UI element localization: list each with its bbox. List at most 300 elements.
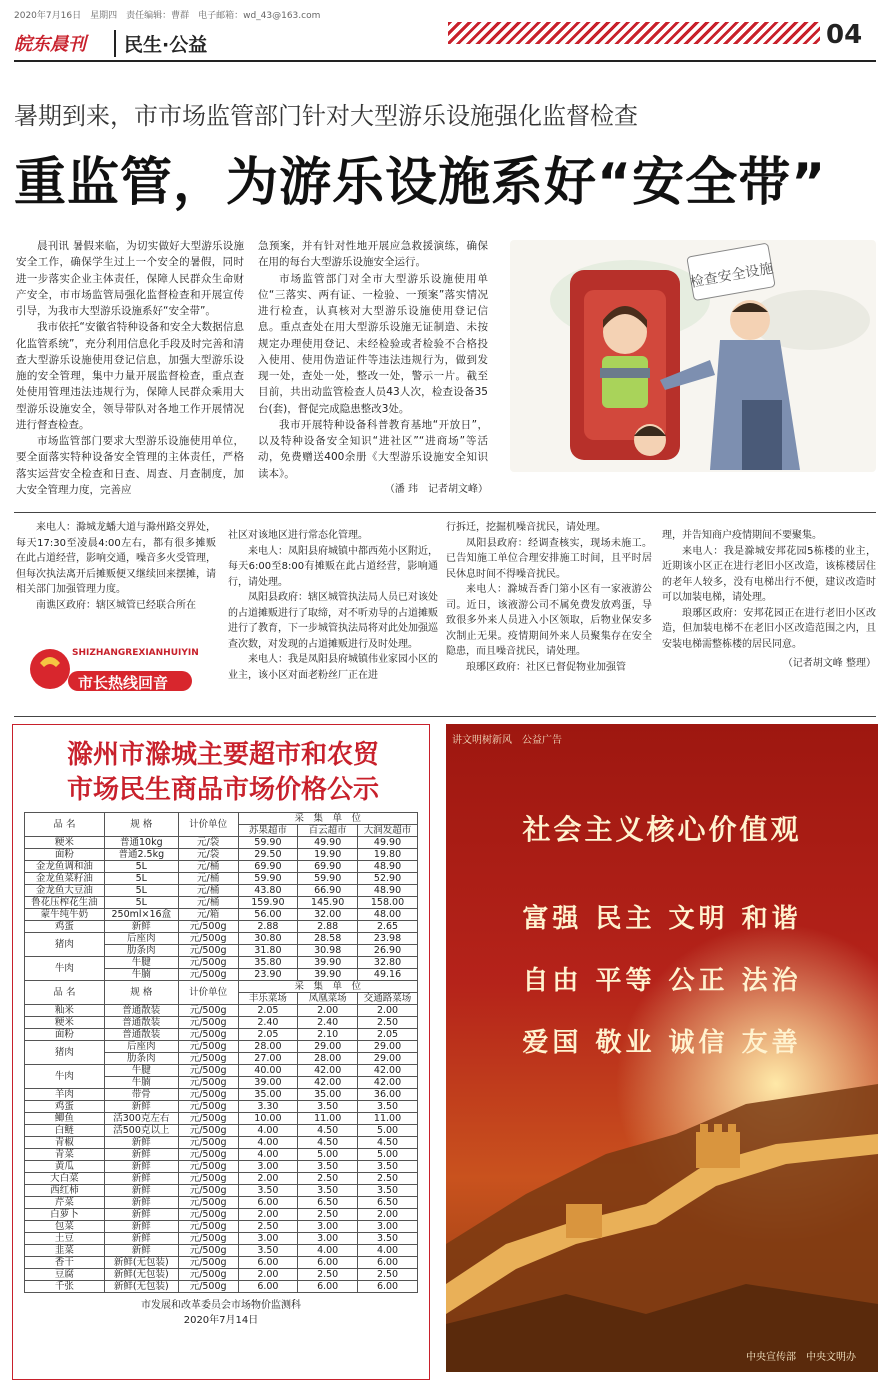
table-cell: 包菜 [25, 1221, 105, 1233]
table-cell: 49.90 [298, 837, 358, 849]
table-cell: 3.50 [358, 1101, 418, 1113]
table-cell: 2.88 [238, 921, 298, 933]
table-cell: 新鲜 [104, 1161, 178, 1173]
ad-caption: 讲文明树新风 公益广告 [452, 735, 562, 746]
table-cell: 2.50 [358, 1173, 418, 1185]
table-cell: 元/500g [178, 933, 238, 945]
price-table-title [18, 738, 428, 808]
article-paragraph: 我市依托“安徽省特种设备和安全大数据信息化监管系统”，充分利用信息化手段及时完善和清查大型游乐设施使用登记信息，加强大型游乐设施的安全管理，集中力量开展监督检查，重点查处使用管理违法违规行为，保障人民群众乘用大型游乐设施安全，领导带队对各地工作开展情况进行督查检查。 [16, 321, 244, 431]
table-cell: 新鲜 [104, 1185, 178, 1197]
table-cell: 28.00 [298, 1053, 358, 1065]
table-cell: 2.88 [298, 921, 358, 933]
table-cell: 66.90 [298, 885, 358, 897]
table-cell: 4.00 [298, 1245, 358, 1257]
section-title: 民生·公益 [114, 30, 207, 57]
table-cell: 2.00 [358, 1209, 418, 1221]
table-row [25, 1257, 418, 1269]
header-market: 苏果超市 [238, 825, 298, 837]
table-cell: 2.50 [298, 1209, 358, 1221]
table-cell: 羊肉 [25, 1089, 105, 1101]
page-number: 04 [826, 20, 863, 50]
table-cell: 29.00 [358, 1041, 418, 1053]
hotline-paragraph: 琅琊区政府：安邦花园正在进行老旧小区改造，但加装电梯不在老旧小区改造范围之内，且安装电梯需整栋楼的居民同意。 [662, 607, 876, 650]
table-cell: 3.50 [238, 1245, 298, 1257]
table-cell: 4.00 [238, 1149, 298, 1161]
table-cell: 36.00 [358, 1089, 418, 1101]
table-cell: 活500克以上 [104, 1125, 178, 1137]
table-cell: 56.00 [238, 909, 298, 921]
table-cell: 3.50 [358, 1185, 418, 1197]
table-cell: 香干 [25, 1257, 105, 1269]
table-cell: 元/500g [178, 1221, 238, 1233]
table-cell: 4.50 [298, 1137, 358, 1149]
ad-title: 社会主义核心价值观 [522, 813, 802, 846]
table-cell: 2.50 [358, 1269, 418, 1281]
table-cell: 2.05 [238, 1029, 298, 1041]
table-cell: 新鲜 [104, 1197, 178, 1209]
table-cell: 元/500g [178, 1209, 238, 1221]
hotline-paragraph: 行拆迁，挖掘机噪音扰民，请处理。 [446, 522, 606, 533]
table-cell: 白鲢 [25, 1125, 105, 1137]
hotline-paragraph: 凤阳县政府：经调查核实，现场未施工。已告知施工单位合理安排施工时间，且平时居民休息时间不得噪音扰民。 [446, 537, 652, 580]
table-cell: 元/桶 [178, 897, 238, 909]
table-cell: 59.90 [298, 873, 358, 885]
table-cell: 31.80 [238, 945, 298, 957]
table-row [25, 1281, 418, 1293]
table-cell: 元/500g [178, 969, 238, 981]
section-divider [14, 716, 876, 717]
table-cell: 元/500g [178, 945, 238, 957]
table-row [25, 1113, 418, 1125]
table-cell: 元/500g [178, 1125, 238, 1137]
header-name: 品 名 [25, 813, 105, 837]
table-cell: 29.50 [238, 849, 298, 861]
table-cell: 10.00 [238, 1113, 298, 1125]
table-cell: 42.00 [358, 1077, 418, 1089]
table-cell: 39.90 [298, 957, 358, 969]
table-cell: 5L [104, 861, 178, 873]
header-group: 采 集 单 位 [238, 981, 417, 993]
hotline-paragraph: 南谯区政府：辖区城管已经联合所在 [36, 599, 196, 611]
table-cell: 元/500g [178, 1245, 238, 1257]
table-cell: 11.00 [358, 1113, 418, 1125]
ad-signature: 中央宣传部 中央文明办 [746, 1352, 856, 1363]
table-cell: 元/500g [178, 1089, 238, 1101]
table-cell: 新鲜 [104, 1233, 178, 1245]
article-paragraph: 急预案，并有针对性地开展应急救援演练，确保在用的每台大型游乐设施安全运行。 [258, 240, 488, 269]
table-cell: 3.00 [298, 1233, 358, 1245]
table-row [25, 1269, 418, 1281]
table-cell: 元/500g [178, 1101, 238, 1113]
table-cell: 2.10 [298, 1029, 358, 1041]
table-cell: 鸡蛋 [25, 1101, 105, 1113]
table-cell: 牛肉 [25, 1065, 105, 1089]
table-cell: 40.00 [238, 1065, 298, 1077]
table-row [25, 921, 418, 933]
table-cell: 49.90 [358, 837, 418, 849]
hotline-paragraph: 凤阳县政府：辖区城管执法局人员已对该处的占道摊贩进行了取缔，对不听劝导的占道摊贩进行了教育，下一步城管执法局将对此处加强巡查次数，对发现的占道摊贩进行及时处理。 [228, 592, 438, 650]
date-line: 2020年7月16日 星期四 责任编辑：曹群 电子邮箱：wd_43@163.com [14, 11, 321, 21]
header-name: 品 名 [25, 981, 105, 1005]
table-cell: 69.90 [298, 861, 358, 873]
ad-values-line: 富强 民主 文明 和谐 [522, 904, 802, 934]
article-byline: （潘 玮 记者胡文峰） [384, 483, 488, 495]
table-row [25, 897, 418, 909]
table-cell: 4.00 [238, 1137, 298, 1149]
hotline-paragraph: 来电人：我是凤阳县府城镇伟业家园小区的业主，该小区对面老粉丝厂正在进 [228, 654, 438, 681]
table-cell: 2.05 [358, 1029, 418, 1041]
table-cell: 4.50 [298, 1125, 358, 1137]
table-cell: 49.16 [358, 969, 418, 981]
sign-label: 检查安全设施 [688, 260, 775, 291]
hotline-paragraph: 来电人：凤阳县府城镇中都西苑小区附近，每天6:00至8:00有摊贩在此占道经营，影响通行，请处理。 [228, 545, 438, 588]
table-row [25, 1173, 418, 1185]
table-cell: 3.00 [238, 1233, 298, 1245]
table-cell: 5.00 [358, 1149, 418, 1161]
table-cell: 青菜 [25, 1149, 105, 1161]
table-cell: 5.00 [298, 1149, 358, 1161]
table-cell: 6.50 [298, 1197, 358, 1209]
table-cell: 39.00 [238, 1077, 298, 1089]
table-cell: 3.50 [358, 1233, 418, 1245]
header-market: 交通路菜场 [358, 993, 418, 1005]
article-column-2 [258, 238, 488, 497]
table-row [25, 885, 418, 897]
table-cell: 元/桶 [178, 861, 238, 873]
table-cell: 2.00 [358, 1005, 418, 1017]
table-cell: 元/500g [178, 1281, 238, 1293]
table-cell: 新鲜 [104, 1245, 178, 1257]
table-cell: 2.50 [238, 1221, 298, 1233]
table-cell: 48.00 [358, 909, 418, 921]
table-cell: 普通10kg [104, 837, 178, 849]
table-cell: 23.98 [358, 933, 418, 945]
table-cell: 2.50 [298, 1269, 358, 1281]
table-cell: 32.80 [358, 957, 418, 969]
table-cell: 5L [104, 897, 178, 909]
header-unit: 计价单位 [178, 981, 238, 1005]
table-cell: 3.50 [298, 1161, 358, 1173]
hotline-paragraph: 来电人：我是滁城安邦花园5栋楼的业主，近期该小区正在进行老旧小区改造，该栋楼居住的老年人较多，没有电梯出行不便，建议改造时可以加装电梯，请处理。 [662, 545, 876, 603]
table-row [25, 837, 418, 849]
table-cell: 元/500g [178, 1041, 238, 1053]
table-row [25, 1233, 418, 1245]
table-cell: 元/500g [178, 1149, 238, 1161]
table-cell: 元/500g [178, 1005, 238, 1017]
table-cell: 金龙鱼菜籽油 [25, 873, 105, 885]
table-cell: 普通2.5kg [104, 849, 178, 861]
ad-values-line: 爱国 敬业 诚信 友善 [522, 1028, 802, 1058]
hotline-paragraph: 来电人：滁城吾香门第小区有一家液游公司。近日，该液游公司不属免费发放鸡蛋，导致很多外来人员进入小区领取，后物业保安多次制止无果。疫情期间外来人员聚集存在安全隐患，而且噪音扰民，请处理。 [446, 584, 652, 657]
header-unit: 计价单位 [178, 813, 238, 837]
table-row [25, 1101, 418, 1113]
masthead-stripe [448, 22, 820, 44]
table-cell: 2.40 [298, 1017, 358, 1029]
table-cell: 新鲜(无包装) [104, 1281, 178, 1293]
section-divider [14, 512, 876, 513]
table-cell: 48.90 [358, 885, 418, 897]
table-cell: 2.65 [358, 921, 418, 933]
table-cell: 鲫鱼 [25, 1113, 105, 1125]
table-cell: 250ml×16盒 [104, 909, 178, 921]
table-cell: 30.98 [298, 945, 358, 957]
table-cell: 鸡蛋 [25, 921, 105, 933]
table-cell: 白萝卜 [25, 1209, 105, 1221]
table-cell: 新鲜 [104, 1137, 178, 1149]
table-cell: 元/500g [178, 1077, 238, 1089]
table-cell: 面粉 [25, 1029, 105, 1041]
table-cell: 29.00 [298, 1041, 358, 1053]
header-spec: 规 格 [104, 981, 178, 1005]
header-market: 丰乐菜场 [238, 993, 298, 1005]
hotline-badge-title: 市长热线回音 [78, 674, 169, 692]
table-cell: 牛腩 [104, 1077, 178, 1089]
header-spec: 规 格 [104, 813, 178, 837]
price-table-wrap [24, 812, 418, 1326]
header-group: 采 集 单 位 [238, 813, 417, 825]
article-headline: 重监管，为游乐设施系好“安全带” [14, 153, 827, 213]
table-cell: 籼米 [25, 1005, 105, 1017]
table-cell: 猪肉 [25, 933, 105, 957]
price-table-title-line: 滁州市滁城主要超市和农贸 [66, 740, 379, 770]
table-row [25, 1245, 418, 1257]
table-cell: 2.00 [238, 1269, 298, 1281]
table-cell: 元/500g [178, 1257, 238, 1269]
table-row [25, 1209, 418, 1221]
table-cell: 肋条肉 [104, 945, 178, 957]
hotline-paragraph: 社区对该地区进行常态化管理。 [228, 530, 368, 541]
table-cell: 元/500g [178, 1065, 238, 1077]
table-cell: 2.00 [238, 1173, 298, 1185]
table-row [25, 1005, 418, 1017]
table-cell: 3.00 [298, 1221, 358, 1233]
table-cell: 元/袋 [178, 849, 238, 861]
table-row [25, 1029, 418, 1041]
table-cell: 新鲜 [104, 1221, 178, 1233]
table-cell: 158.00 [358, 897, 418, 909]
table-cell: 159.90 [238, 897, 298, 909]
hotline-paragraph: 理，并告知商户疫情期间不要聚集。 [662, 530, 822, 541]
table-cell: 元/500g [178, 1233, 238, 1245]
table-cell: 元/500g [178, 1161, 238, 1173]
table-cell: 元/桶 [178, 885, 238, 897]
table-cell: 元/500g [178, 1029, 238, 1041]
hotline-byline: （记者胡文峰 整理） [782, 658, 876, 669]
header-market: 凤凰菜场 [298, 993, 358, 1005]
table-row [25, 873, 418, 885]
table-row [25, 1125, 418, 1137]
hotline-paragraph: 琅琊区政府：社区已督促物业加强管 [466, 661, 626, 673]
table-cell: 新鲜 [104, 1101, 178, 1113]
table-cell: 普通散装 [104, 1029, 178, 1041]
table-cell: 3.50 [298, 1185, 358, 1197]
header-market: 大润发超市 [358, 825, 418, 837]
table-cell: 千张 [25, 1281, 105, 1293]
table-row [25, 957, 418, 969]
table-cell: 39.90 [298, 969, 358, 981]
table-cell: 42.00 [298, 1077, 358, 1089]
table-cell: 19.80 [358, 849, 418, 861]
article-subhead: 暑期到来，市市场监管部门针对大型游乐设施强化监督检查 [14, 102, 638, 130]
table-cell: 猪肉 [25, 1041, 105, 1065]
hotline-column-4 [662, 528, 876, 672]
table-cell: 元/500g [178, 1017, 238, 1029]
table-cell: 元/500g [178, 1137, 238, 1149]
article-paragraph: 市场监管部门要求大型游乐设施使用单位，要全面落实特种设备安全管理的主体责任，严格落实运营安全检查和日查、周查、月查制度，加大安全管理力度，完善应 [16, 435, 244, 496]
table-cell: 28.58 [298, 933, 358, 945]
table-cell: 元/桶 [178, 873, 238, 885]
hotline-paragraph: 来电人：滁城龙蟠大道与滁州路交界处，每天17:30至凌晨4:00左右，都有很多摊贩在此占道经营，影响交通，噪音多火受管理，但每次执法离开后摊贩便又继续回来摆摊，请相关部门加强管理力度。 [16, 522, 216, 595]
table-cell: 大白菜 [25, 1173, 105, 1185]
table-cell: 新鲜 [104, 1173, 178, 1185]
table-row [25, 1017, 418, 1029]
table-cell: 48.90 [358, 861, 418, 873]
table-cell: 59.90 [238, 837, 298, 849]
table-cell: 6.00 [298, 1281, 358, 1293]
table-row [25, 861, 418, 873]
table-cell: 2.40 [238, 1017, 298, 1029]
table-row [25, 1041, 418, 1053]
table-cell: 元/箱 [178, 909, 238, 921]
table-cell: 11.00 [298, 1113, 358, 1125]
table-cell: 3.50 [238, 1185, 298, 1197]
table-cell: 粳米 [25, 1017, 105, 1029]
table-cell: 6.00 [238, 1257, 298, 1269]
table-cell: 元/500g [178, 1197, 238, 1209]
table-cell: 韭菜 [25, 1245, 105, 1257]
newspaper-logo: 皖东晨刊 [14, 34, 86, 55]
table-cell: 6.00 [358, 1257, 418, 1269]
table-cell: 元/500g [178, 1185, 238, 1197]
table-row [25, 1197, 418, 1209]
table-cell: 3.50 [358, 1161, 418, 1173]
table-row [25, 1221, 418, 1233]
hotline-column-2 [228, 528, 438, 683]
illustration-inspection [510, 240, 876, 472]
table-cell: 43.80 [238, 885, 298, 897]
table-row [25, 909, 418, 921]
table-cell: 6.00 [298, 1257, 358, 1269]
table-cell: 4.00 [238, 1125, 298, 1137]
table-cell: 牛腱 [104, 957, 178, 969]
table-cell: 6.00 [238, 1281, 298, 1293]
table-cell: 蒙牛纯牛奶 [25, 909, 105, 921]
table-cell: 鲁花压榨花生油 [25, 897, 105, 909]
table-cell: 3.00 [238, 1161, 298, 1173]
table-row [25, 1149, 418, 1161]
table-cell: 牛腱 [104, 1065, 178, 1077]
table-cell: 145.90 [298, 897, 358, 909]
table-cell: 肋条肉 [104, 1053, 178, 1065]
table-cell: 30.80 [238, 933, 298, 945]
hotline-column-3 [446, 520, 652, 675]
header-market: 百云超市 [298, 825, 358, 837]
table-cell: 28.00 [238, 1041, 298, 1053]
table-cell: 芹菜 [25, 1197, 105, 1209]
table-cell: 土豆 [25, 1233, 105, 1245]
table-cell: 19.90 [298, 849, 358, 861]
table-cell: 金龙鱼调和油 [25, 861, 105, 873]
table-cell: 金龙鱼大豆油 [25, 885, 105, 897]
table-cell: 带骨 [104, 1089, 178, 1101]
table-cell: 4.50 [358, 1137, 418, 1149]
table-cell: 新鲜(无包装) [104, 1257, 178, 1269]
table-cell: 29.00 [358, 1053, 418, 1065]
table-cell: 3.30 [238, 1101, 298, 1113]
table-cell: 35.00 [238, 1089, 298, 1101]
table-row [25, 1065, 418, 1077]
table-cell: 6.50 [358, 1197, 418, 1209]
hotline-column-1 [16, 520, 216, 613]
table-cell: 42.00 [358, 1065, 418, 1077]
table-cell: 粳米 [25, 837, 105, 849]
price-table-title-line: 市场民生商品市场价格公示 [66, 775, 379, 806]
table-cell: 5L [104, 873, 178, 885]
table-cell: 牛腩 [104, 969, 178, 981]
table-cell: 6.00 [238, 1197, 298, 1209]
ad-values-line: 自由 平等 公正 法治 [522, 966, 802, 996]
table-cell: 元/500g [178, 957, 238, 969]
table-cell: 元/500g [178, 1173, 238, 1185]
table-cell: 6.00 [358, 1281, 418, 1293]
table-cell: 26.90 [358, 945, 418, 957]
article-paragraph: 我市开展特种设备科普教育基地“开放日”，以及特种设备安全知识“进社区”“进商场”等活动，免费赠送400余册《大型游乐设施安全知识读本》。 [258, 418, 488, 480]
price-table-date: 2020年7月14日 [183, 1315, 259, 1326]
table-cell: 元/500g [178, 1113, 238, 1125]
table-cell: 2.05 [238, 1005, 298, 1017]
table-cell: 活300克左右 [104, 1113, 178, 1125]
table-cell: 59.90 [238, 873, 298, 885]
table-cell: 新鲜 [104, 921, 178, 933]
table-cell: 32.00 [298, 909, 358, 921]
table-cell: 2.00 [298, 1005, 358, 1017]
table-cell: 元/500g [178, 1053, 238, 1065]
table-cell: 面粉 [25, 849, 105, 861]
table-cell: 42.00 [298, 1065, 358, 1077]
table-cell: 35.00 [298, 1089, 358, 1101]
table-cell: 元/500g [178, 1269, 238, 1281]
table-cell: 新鲜 [104, 1149, 178, 1161]
table-cell: 3.00 [358, 1221, 418, 1233]
table-cell: 普通散装 [104, 1017, 178, 1029]
table-row [25, 1137, 418, 1149]
table-cell: 元/500g [178, 921, 238, 933]
table-cell: 元/袋 [178, 837, 238, 849]
table-row [25, 933, 418, 945]
table-cell: 黄瓜 [25, 1161, 105, 1173]
table-cell: 35.80 [238, 957, 298, 969]
table-cell: 西红柿 [25, 1185, 105, 1197]
masthead-rule [14, 60, 876, 62]
table-cell: 2.50 [358, 1017, 418, 1029]
table-cell: 青椒 [25, 1137, 105, 1149]
table-cell: 新鲜(无包装) [104, 1269, 178, 1281]
table-cell: 3.50 [298, 1101, 358, 1113]
hotline-badge-pinyin: SHIZHANGREXIANHUIYIN [72, 648, 199, 658]
table-cell: 4.00 [358, 1245, 418, 1257]
inspector-cartoon [510, 240, 876, 472]
article-paragraph: 晨刊讯 暑假来临，为切实做好大型游乐设施安全工作，确保学生过上一个安全的暑假，同时进一步落实企业主体责任，保障人民群众生命财产安全，市市场监管局强化监督检查和开展宣传引导，为我市大型游乐设施系好“安全带”。 [16, 240, 244, 318]
table-cell: 23.90 [238, 969, 298, 981]
table-cell: 普通散装 [104, 1005, 178, 1017]
table-cell: 52.90 [358, 873, 418, 885]
table-cell: 27.00 [238, 1053, 298, 1065]
price-table-source: 市发展和改革委员会市场物价监测科 [141, 1300, 301, 1311]
article-column-1 [16, 238, 244, 498]
table-cell: 2.00 [238, 1209, 298, 1221]
table-cell: 豆腐 [25, 1269, 105, 1281]
table-cell: 69.90 [238, 861, 298, 873]
